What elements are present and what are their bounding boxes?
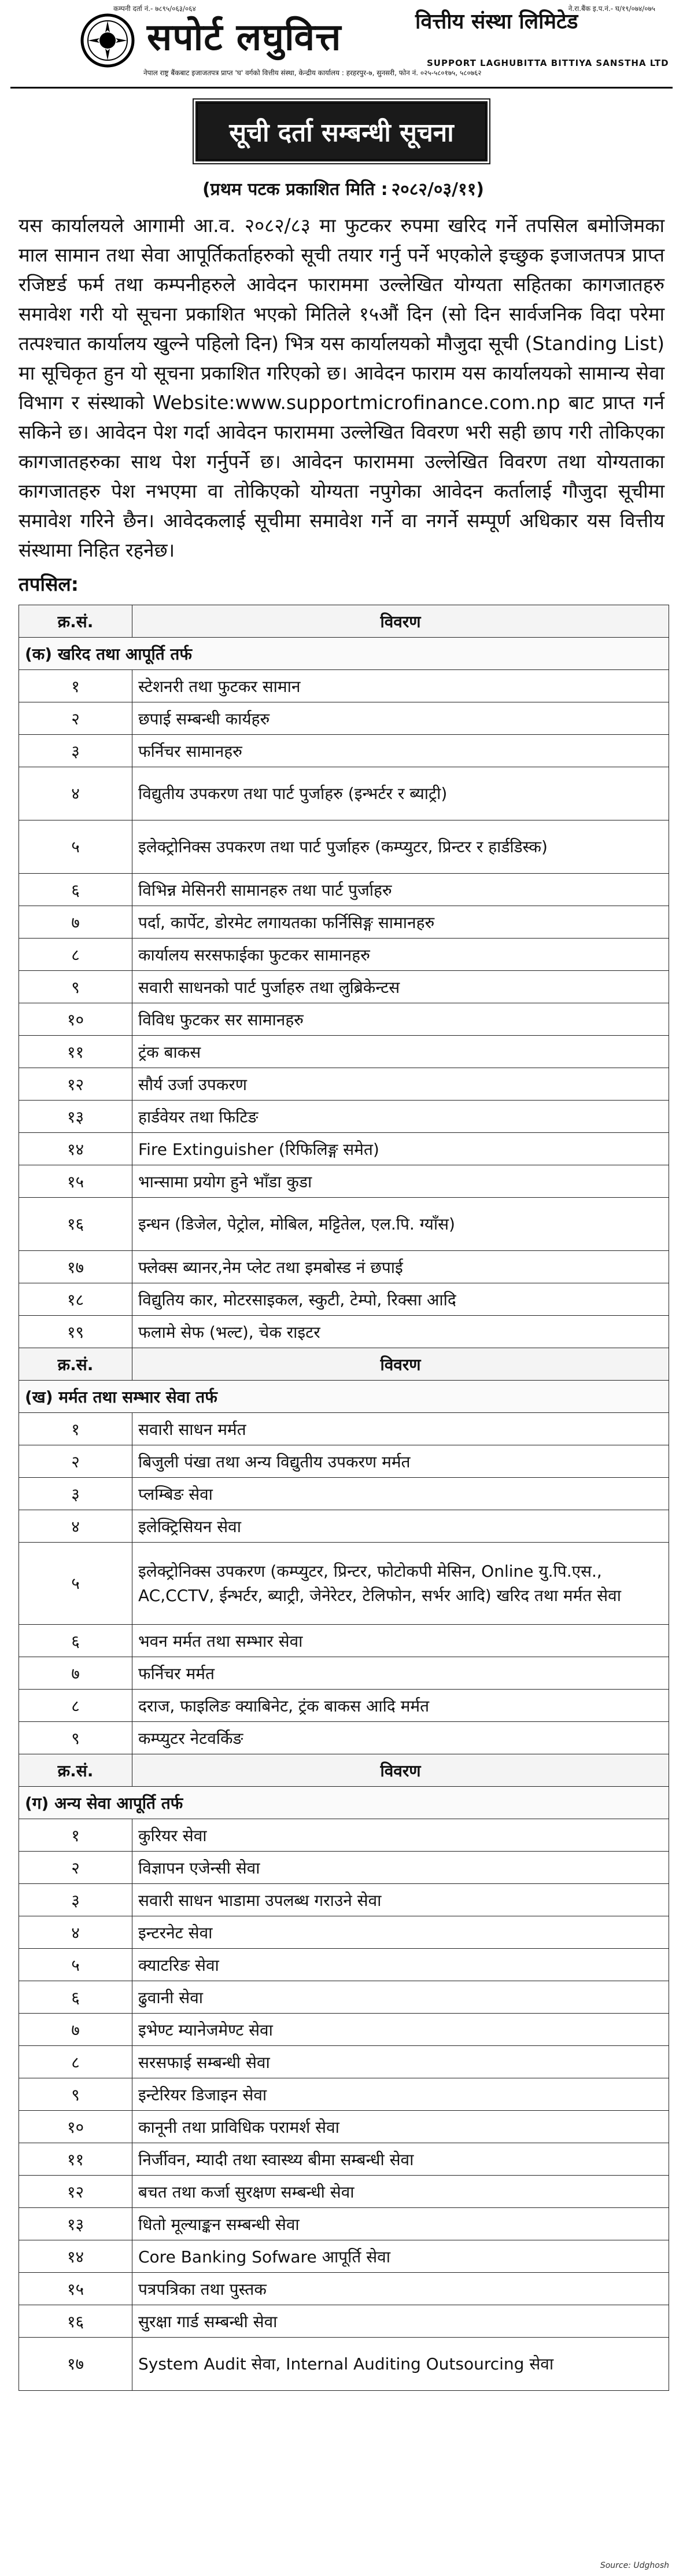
item-description: कानूनी तथा प्राविधिक परामर्श सेवा xyxy=(132,2111,669,2143)
table-row xyxy=(19,767,669,820)
brand-name: सपोर्ट लघुवित्त xyxy=(147,16,342,59)
section-row xyxy=(19,1381,669,1413)
table-row xyxy=(19,1852,669,1884)
table-header-row xyxy=(19,1348,669,1381)
registration-number: कम्पनी दर्ता नं.- ७८९५/०६३/०६४ xyxy=(113,5,196,13)
table-row xyxy=(19,1445,669,1478)
table-row xyxy=(19,1251,669,1283)
table-row xyxy=(19,1657,669,1690)
item-description: इलेक्ट्रोनिक्स उपकरण तथा पार्ट पुर्जाहरु (कम्प्युटर, प्रिन्टर र हार्डडिस्क) xyxy=(132,820,669,874)
item-description: छपाई सम्बन्धी कार्यहरु xyxy=(132,702,669,735)
brand-english: SUPPORT LAGHUBITTA BITTIYA SANSTHA LTD xyxy=(427,58,669,68)
table-row xyxy=(19,1884,669,1916)
item-description: ट्रंक बाकस xyxy=(132,1036,669,1068)
table-row xyxy=(19,2176,669,2208)
item-description: सौर्य उर्जा उपकरण xyxy=(132,1068,669,1101)
item-description: Core Banking Sofware आपूर्ति सेवा xyxy=(132,2240,669,2273)
items-table xyxy=(19,605,669,2391)
item-number: १५ xyxy=(19,1165,132,1198)
item-description: क्याटरिङ सेवा xyxy=(132,1949,669,1981)
item-number: १६ xyxy=(19,2305,132,2338)
table-row xyxy=(19,1478,669,1510)
item-description: विविध फुटकर सर सामानहरु xyxy=(132,1003,669,1036)
section-title: (क) खरिद तथा आपूर्ति तर्फ xyxy=(19,638,669,670)
item-description: दराज, फाइलिङ क्याबिनेट, ट्रंक बाकस आदि मर्मत xyxy=(132,1690,669,1722)
column-header-description: विवरण xyxy=(132,1348,669,1381)
item-description: विज्ञापन एजेन्सी सेवा xyxy=(132,1852,669,1884)
publication-date-value: २०८२/०३/११) xyxy=(391,179,485,200)
item-number: ४ xyxy=(19,767,132,820)
item-number: १४ xyxy=(19,1133,132,1165)
item-description: इन्धन (डिजेल, पेट्रोल, मोबिल, मट्टितेल, एल.पि. ग्याँस) xyxy=(132,1198,669,1251)
table-row xyxy=(19,1916,669,1949)
table-row xyxy=(19,1036,669,1068)
section-row xyxy=(19,1787,669,1819)
table-row xyxy=(19,2338,669,2391)
company-address: नेपाल राष्ट्र बैंकबाट इजाजतपत्र प्राप्त 'घ' वर्गको वित्तीय संस्था, केन्द्रीय कार्यालय : हरहरपुर-७, सुनसरी, फोन नं. ०२५-५८०१७५, ५८०७६२ xyxy=(143,69,482,77)
item-description: कुरियर सेवा xyxy=(132,1819,669,1852)
table-row xyxy=(19,2305,669,2338)
item-number: १२ xyxy=(19,2176,132,2208)
item-description: पत्रपत्रिका तथा पुस्तक xyxy=(132,2273,669,2305)
item-number: ४ xyxy=(19,1510,132,1543)
item-description: इन्टेरियर डिजाइन सेवा xyxy=(132,2078,669,2111)
item-number: १५ xyxy=(19,2273,132,2305)
column-header-number: क्र.सं. xyxy=(19,1348,132,1381)
table-header-row xyxy=(19,1754,669,1787)
table-row xyxy=(19,1949,669,1981)
brand-suffix: वित्तीय संस्था लिमिटेड xyxy=(415,10,578,34)
table-row xyxy=(19,1690,669,1722)
item-description: इन्टरनेट सेवा xyxy=(132,1916,669,1949)
item-number: १८ xyxy=(19,1283,132,1316)
table-row xyxy=(19,1101,669,1133)
table-row xyxy=(19,1981,669,2014)
table-row xyxy=(19,1543,669,1625)
source-credit: Source: Udghosh xyxy=(600,2561,669,2570)
item-number: ८ xyxy=(19,939,132,971)
item-number: १ xyxy=(19,670,132,702)
item-description: फर्निचर सामानहरु xyxy=(132,735,669,767)
item-description: विद्युतिय कार, मोटरसाइकल, स्कुटी, टेम्पो, रिक्सा आदि xyxy=(132,1283,669,1316)
table-row xyxy=(19,1283,669,1316)
table-row xyxy=(19,820,669,874)
item-description: प्लम्बिङ सेवा xyxy=(132,1478,669,1510)
table-row xyxy=(19,2208,669,2240)
section-row xyxy=(19,638,669,670)
table-row xyxy=(19,1133,669,1165)
item-number: ९ xyxy=(19,971,132,1003)
item-number: २ xyxy=(19,702,132,735)
item-number: १ xyxy=(19,1413,132,1445)
item-number: १७ xyxy=(19,2338,132,2391)
item-number: ११ xyxy=(19,1036,132,1068)
item-description: Fire Extinguisher (रिफिलिङ्ग समेत) xyxy=(132,1133,669,1165)
item-number: ४ xyxy=(19,1916,132,1949)
table-row xyxy=(19,2046,669,2078)
table-row xyxy=(19,1165,669,1198)
table-row xyxy=(19,1316,669,1348)
table-row xyxy=(19,1003,669,1036)
table-row xyxy=(19,1722,669,1754)
table-row xyxy=(19,939,669,971)
item-description: इभेण्ट म्यानेजमेण्ट सेवा xyxy=(132,2014,669,2046)
item-description: फ्लेक्स ब्यानर,नेम प्लेट तथा इमबोस्ड नं छपाई xyxy=(132,1251,669,1283)
item-number: ५ xyxy=(19,1949,132,1981)
item-number: ७ xyxy=(19,1657,132,1690)
item-description: भान्सामा प्रयोग हुने भाँडा कुडा xyxy=(132,1165,669,1198)
item-number: ३ xyxy=(19,735,132,767)
item-number: २ xyxy=(19,1852,132,1884)
item-number: ५ xyxy=(19,1543,132,1625)
item-number: १३ xyxy=(19,1101,132,1133)
item-description: सवारी साधनको पार्ट पुर्जाहरु तथा लुब्रिकेन्टस xyxy=(132,971,669,1003)
item-description: कम्प्युटर नेटवर्किङ xyxy=(132,1722,669,1754)
table-row xyxy=(19,702,669,735)
item-number: ८ xyxy=(19,1690,132,1722)
item-description: सरसफाई सम्बन्धी सेवा xyxy=(132,2046,669,2078)
column-header-description: विवरण xyxy=(132,605,669,638)
notice-title: सूची दर्ता सम्बन्धी सूचना xyxy=(195,101,487,161)
publication-label: (प्रथम पटक प्रकाशित मिति : xyxy=(202,179,388,200)
item-description: इलेक्ट्रोनिक्स उपकरण (कम्प्युटर, प्रिन्टर, फोटोकपी मेसिन, Online यु.पि.एस., AC,CCTV, ईन्भर्टर, ब्याट्री, जेनेरेटर, टेलिफोन, सर्भर आदि) खरिद तथा मर्मत सेवा xyxy=(132,1543,669,1625)
section-title: (ग) अन्य सेवा आपूर्ति तर्फ xyxy=(19,1787,669,1819)
item-description: भवन मर्मत तथा सम्भार सेवा xyxy=(132,1625,669,1657)
item-number: ३ xyxy=(19,1884,132,1916)
table-row xyxy=(19,1819,669,1852)
item-description: इलेक्ट्रिसियन सेवा xyxy=(132,1510,669,1543)
details-heading: तपसिल: xyxy=(19,573,79,595)
item-number: ५ xyxy=(19,820,132,874)
column-header-number: क्र.सं. xyxy=(19,1754,132,1787)
item-number: ६ xyxy=(19,1625,132,1657)
item-number: १७ xyxy=(19,1251,132,1283)
table-row xyxy=(19,1068,669,1101)
section-title: (ख) मर्मत तथा सम्भार सेवा तर्फ xyxy=(19,1381,669,1413)
item-number: १९ xyxy=(19,1316,132,1348)
table-row xyxy=(19,2078,669,2111)
header xyxy=(10,0,673,89)
item-number: १२ xyxy=(19,1068,132,1101)
item-number: १४ xyxy=(19,2240,132,2273)
table-row xyxy=(19,2014,669,2046)
item-description: बिजुली पंखा तथा अन्य विद्युतीय उपकरण मर्मत xyxy=(132,1445,669,1478)
item-description: सवारी साधन भाडामा उपलब्ध गराउने सेवा xyxy=(132,1884,669,1916)
item-number: ३ xyxy=(19,1478,132,1510)
table-row xyxy=(19,1198,669,1251)
table-row xyxy=(19,1510,669,1543)
item-number: ९ xyxy=(19,1722,132,1754)
item-number: ६ xyxy=(19,1981,132,2014)
notice-body: यस कार्यालयले आगामी आ.व. २०८२/८३ मा फुटकर रुपमा खरिद गर्ने तपसिल बमोजिमका माल सामान तथा सेवा आपूर्तिकर्ताहरुको सूची तयार गर्नु पर्ने भएकोले इच्छुक इजाजतपत्र प्राप्त रजिष्टर्ड फर्म तथा कम्पनीहरुले आवेदन फाराममा उल्लेखित योग्यता सहितका कागजातहरु समावेश गरी यो सूचना प्रकाशित भएको मितिले १५औं दिन (सो दिन सार्वजनिक विदा परेमा तत्पश्चात कार्यालय खुल्ने पहिलो दिन) भित्र यस कार्यालयको मौजुदा सूची (Standing List) मा सूचिकृत हुन यो सूचना प्रकाशित गरिएको छ। आवेदन फाराम यस कार्यालयको सामान्य सेवा विभाग र संस्थाको Website:www.supportmicrofinance.com.np बाट प्राप्त गर्न सकिने छ। आवेदन पेश गर्दा आवेदन फाराममा उल्लेखित विवरण भरी सही छाप गरी तोकिएका कागजातहरुका साथ पेश गर्नुपर्ने छ। आवेदन फाराममा उल्लेखित विवरण तथा योग्यताका कागजातहरु पेश नभएमा वा तोकिएको योग्यता नपुगेका आवेदन कर्तालाई गौजुदा सूचीमा समावेश गरिने छैन। आवेदकलाई सूचीमा समावेश गर्ने वा नगर्ने सम्पूर्ण अधिकार यस वित्तीय संस्थामा निहित रहनेछ। xyxy=(19,214,664,561)
item-number: १६ xyxy=(19,1198,132,1251)
item-description: फर्निचर मर्मत xyxy=(132,1657,669,1690)
item-description: System Audit सेवा, Internal Auditing Outsourcing सेवा xyxy=(132,2338,669,2391)
item-description: हार्डवेयर तथा फिटिङ xyxy=(132,1101,669,1133)
item-description: पर्दा, कार्पेट, डोरमेट लगायतका फर्निसिङ्ग सामानहरु xyxy=(132,906,669,939)
item-number: ९ xyxy=(19,2078,132,2111)
table-row xyxy=(19,971,669,1003)
column-header-number: क्र.सं. xyxy=(19,605,132,638)
item-number: ६ xyxy=(19,874,132,906)
item-number: २ xyxy=(19,1445,132,1478)
item-description: विभिन्न मेसिनरी सामानहरु तथा पार्ट पुर्जाहरु xyxy=(132,874,669,906)
table-row xyxy=(19,1625,669,1657)
item-number: ७ xyxy=(19,2014,132,2046)
item-number: १० xyxy=(19,2111,132,2143)
column-header-description: विवरण xyxy=(132,1754,669,1787)
item-number: १ xyxy=(19,1819,132,1852)
item-description: निर्जीवन, म्यादी तथा स्वास्थ्य बीमा सम्बन्धी सेवा xyxy=(132,2143,669,2176)
table-row xyxy=(19,2143,669,2176)
item-number: १३ xyxy=(19,2208,132,2240)
item-number: ११ xyxy=(19,2143,132,2176)
item-description: स्टेशनरी तथा फुटकर सामान xyxy=(132,670,669,702)
publication-date xyxy=(10,176,673,200)
item-description: कार्यालय सरसफाईका फुटकर सामानहरु xyxy=(132,939,669,971)
table-row xyxy=(19,2273,669,2305)
license-number: ने.रा.बैंक इ.प.नं.- घ/१९/०७४/०७५ xyxy=(568,5,655,13)
item-number: ८ xyxy=(19,2046,132,2078)
item-number: १० xyxy=(19,1003,132,1036)
table-header-row xyxy=(19,605,669,638)
table-row xyxy=(19,874,669,906)
table-row xyxy=(19,735,669,767)
item-description: फलामे सेफ (भल्ट), चेक राइटर xyxy=(132,1316,669,1348)
item-description: बचत तथा कर्जा सुरक्षण सम्बन्धी सेवा xyxy=(132,2176,669,2208)
table-row xyxy=(19,2240,669,2273)
company-logo-icon xyxy=(80,13,135,68)
item-number: ७ xyxy=(19,906,132,939)
item-description: सवारी साधन मर्मत xyxy=(132,1413,669,1445)
table-row xyxy=(19,2111,669,2143)
item-description: सुरक्षा गार्ड सम्बन्धी सेवा xyxy=(132,2305,669,2338)
table-row xyxy=(19,906,669,939)
item-description: विद्युतीय उपकरण तथा पार्ट पुर्जाहरु (इन्भर्टर र ब्याट्री) xyxy=(132,767,669,820)
table-row xyxy=(19,1413,669,1445)
table-row xyxy=(19,670,669,702)
item-description: धितो मूल्याङ्कन सम्बन्धी सेवा xyxy=(132,2208,669,2240)
item-description: ढुवानी सेवा xyxy=(132,1981,669,2014)
